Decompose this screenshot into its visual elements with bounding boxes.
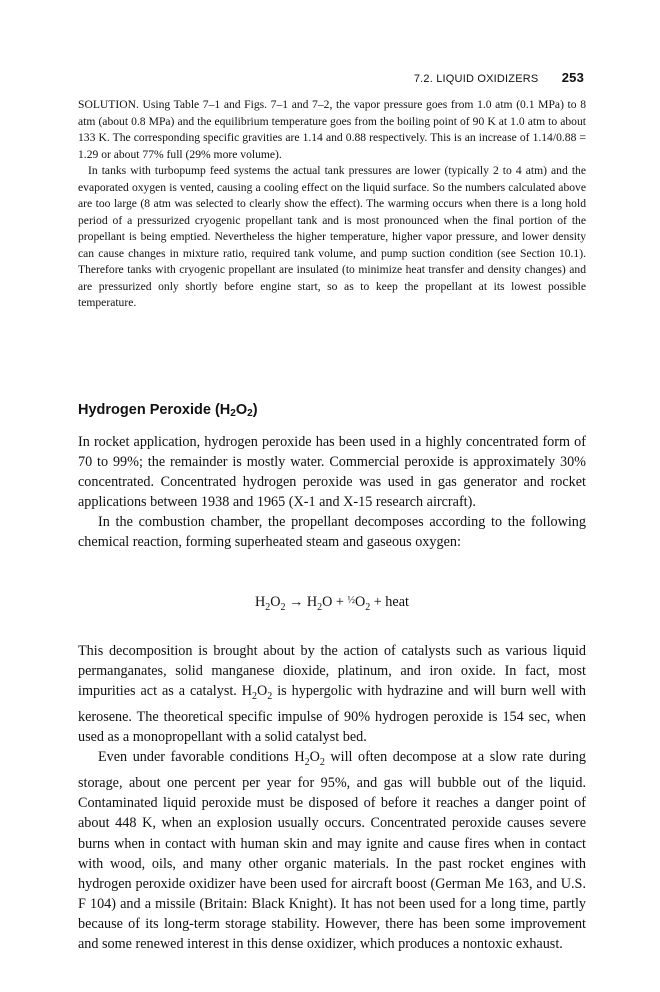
running-header [74,70,584,85]
page-number: 253 [561,70,584,85]
paragraph-2: In the combustion chamber, the propellant decomposes according to the following chemical reaction, forming superheated steam and gaseous oxygen: [78,514,586,551]
paragraph-3: This decomposition is brought about by the action of catalysts such as various liquid permanganates, solid manganese dioxide, platinum, and iron oxide. In fact, most impurities act as a catalyst. $H_2O_2$ is hypergolic with hydrazine and will burn well with kerosene. The theoretical specific impulse of 90% hydrogen peroxide is 154 sec, when used as a monopropellant with a solid catalyst bed. [78,643,587,746]
solution-paragraph: SOLUTION. Using Table 7–1 and Figs. 7–1 and 7–2, the vapor pressure goes from 1.0 atm (0.1 MPa) to 8 atm (about 0.8 MPa) and the equilibrium temperature goes from the boiling point of 90 K at 1.0 atm to about 133 K. The corresponding specific gravities are 1.14 and 0.88 respectively. This is an increase of 1.14/0.88 = 1.29 or about 77% full (29% more volume). [78,98,586,161]
solution-block [78,97,586,312]
solution-paragraph-2: In tanks with turbopump feed systems the actual tank pressures are lower (typically 2 to 4 atm) and the evaporated oxygen is vented, causing a cooling effect on the liquid surface. So the numbers calculated above are too large (8 atm was selected to clearly show the effect). The warming occurs when there is a long hold period of a pressurized cryogenic propellant tank and is most pronounced when the final portion of the propellant is being emptied. Nevertheless the higher temperature, higher vapor pressure, and lower density can cause changes in mixture ratio, required tank volume, and pump suction condition (see Section 10.1). Therefore tanks with cryogenic propellant are insulated (to minimize heat transfer and density changes) and are pressurized only shortly before engine start, so as to keep the propellant at its lowest possible temperature. [78,164,586,309]
body-text-top [78,432,586,553]
section-heading: Hydrogen Peroxide $(H_2O_2)$ [78,402,258,419]
paragraph-1: In rocket application, hydrogen peroxide has been used in a highly concentrated form of 70 to 99%; the remainder is mostly water. Commercial peroxide is approximately 30% concentrated. Concentrated hydrogen peroxide was used in gas generator and rocket applications between 1938 and 1965 (X-1 and X-15 research aircraft). [78,434,586,511]
reaction-equation: $H_2O_2 \to H_2O$ + $\frac{1}{2}O_2$ + heat [255,594,409,613]
section-title: 7.2. LIQUID OXIDIZERS [413,73,539,85]
paragraph-4: Even under favorable conditions $H_2O_2$ will often decompose at a slow rate during storage, about one percent per year for 95%, and gas will bubble out of the liquid. Contaminated liquid peroxide must be disposed of before it reaches a danger point of about 448 K, when an explosion usually occurs. Concentrated peroxide causes severe burns when in contact with human skin and may ignite and cause fires when in contact with wood, oils, and many other organic materials. In the past rocket engines with hydrogen peroxide oxidizer have been used for aircraft boost (German Me 163, and U.S. F 104) and a missile (Britain: Black Knight). It has not been used for a long time, partly because of its long-term storage stability. However, there has been some improvement and some renewed interest in this dense oxidizer, which produces a nontoxic exhaust. [78,749,586,952]
body-text-bottom [78,641,586,954]
